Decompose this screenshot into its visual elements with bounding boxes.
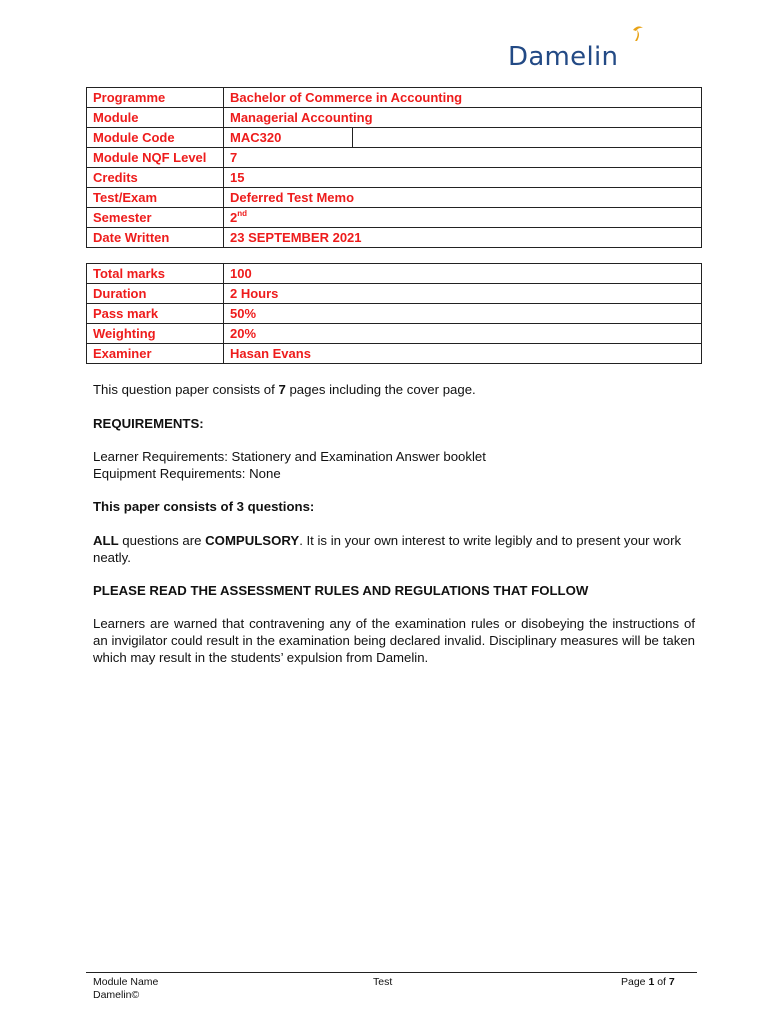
- field-label: Module NQF Level: [87, 148, 224, 168]
- page-of: of: [654, 976, 669, 988]
- page-prefix: Page: [621, 976, 649, 988]
- field-value: 15: [224, 168, 702, 188]
- equipment-requirements: Equipment Requirements: None: [93, 466, 281, 481]
- cover-info-table: [86, 87, 702, 248]
- table-row: [87, 208, 702, 228]
- footer-module-name: Module Name: [93, 976, 159, 988]
- marks-info-table: [86, 263, 702, 364]
- warning-paragraph: Learners are warned that contravening any of the examination rules or disobeying the instructions of an invigilator could result in the examination being declared invalid. Disciplinary measures will be taken which may result in the students’ expulsion from Damelin.: [93, 616, 695, 665]
- questions-count: [93, 498, 695, 515]
- empty-cell: [353, 128, 702, 148]
- requirements-list: [93, 448, 695, 482]
- field-value: [224, 208, 702, 228]
- rules-heading: [93, 582, 695, 599]
- field-value: 7: [224, 148, 702, 168]
- table-row: [87, 344, 702, 364]
- table-row: [87, 228, 702, 248]
- table-row: [87, 168, 702, 188]
- logo-wordmark: Damelin: [508, 42, 619, 72]
- questions-are-text: questions are: [118, 533, 206, 548]
- field-label: Duration: [87, 284, 224, 304]
- table-row: [87, 324, 702, 344]
- table-row: [87, 284, 702, 304]
- field-value: 2 Hours: [224, 284, 702, 304]
- compulsory-word: COMPULSORY: [205, 533, 300, 548]
- field-value: Hasan Evans: [224, 344, 702, 364]
- field-label: Weighting: [87, 324, 224, 344]
- page-count-suffix: pages including the cover page.: [285, 382, 476, 397]
- field-label: Programme: [87, 88, 224, 108]
- requirements-heading-text: REQUIREMENTS:: [93, 416, 204, 431]
- requirements-heading: [93, 415, 695, 432]
- field-label: Module Code: [87, 128, 224, 148]
- field-label: Test/Exam: [87, 188, 224, 208]
- field-label: Module: [87, 108, 224, 128]
- field-value: 100: [224, 264, 702, 284]
- page-current: 1: [648, 976, 655, 988]
- compulsory-note: [93, 532, 695, 566]
- field-label: Examiner: [87, 344, 224, 364]
- table-row: [87, 108, 702, 128]
- field-value: 50%: [224, 304, 702, 324]
- semester-suffix: nd: [237, 208, 248, 218]
- page-count-text: [93, 381, 695, 398]
- field-value: Deferred Test Memo: [224, 188, 702, 208]
- table-row: [87, 304, 702, 324]
- field-label: Date Written: [87, 228, 224, 248]
- page-count-prefix: This question paper consists of: [93, 382, 279, 397]
- field-value: MAC320: [224, 128, 353, 148]
- all-word: ALL: [93, 533, 119, 548]
- field-label: Pass mark: [87, 304, 224, 324]
- damelin-logo: [508, 24, 668, 74]
- table-row: [87, 148, 702, 168]
- table-row: [87, 88, 702, 108]
- footer-divider: [86, 972, 697, 973]
- footer-copyright: Damelin©: [93, 989, 140, 1001]
- field-value: Managerial Accounting: [224, 108, 702, 128]
- table-row: [87, 264, 702, 284]
- field-label: Credits: [87, 168, 224, 188]
- field-value: 20%: [224, 324, 702, 344]
- field-value: Bachelor of Commerce in Accounting: [224, 88, 702, 108]
- table-row: [87, 128, 702, 148]
- learner-requirements: Learner Requirements: Stationery and Examination Answer booklet: [93, 449, 486, 464]
- table-row: [87, 188, 702, 208]
- page-count-number: 7: [278, 382, 286, 397]
- questions-count-text: This paper consists of 3 questions:: [93, 499, 315, 514]
- footer-center: Test: [373, 976, 393, 988]
- logo-swoosh-icon: [630, 24, 646, 42]
- footer-left: [93, 976, 158, 1002]
- compulsory-rest-text: . It is in your own interest to write legibly and to present your work neatly.: [93, 533, 682, 565]
- field-label: Total marks: [87, 264, 224, 284]
- rules-heading-text: PLEASE READ THE ASSESSMENT RULES AND REGULATIONS THAT FOLLOW: [93, 583, 589, 598]
- field-label: Semester: [87, 208, 224, 228]
- field-value: 23 SEPTEMBER 2021: [224, 228, 702, 248]
- page-total: 7: [668, 976, 675, 988]
- semester-number: 2: [230, 209, 238, 225]
- footer-page-number: [621, 976, 675, 989]
